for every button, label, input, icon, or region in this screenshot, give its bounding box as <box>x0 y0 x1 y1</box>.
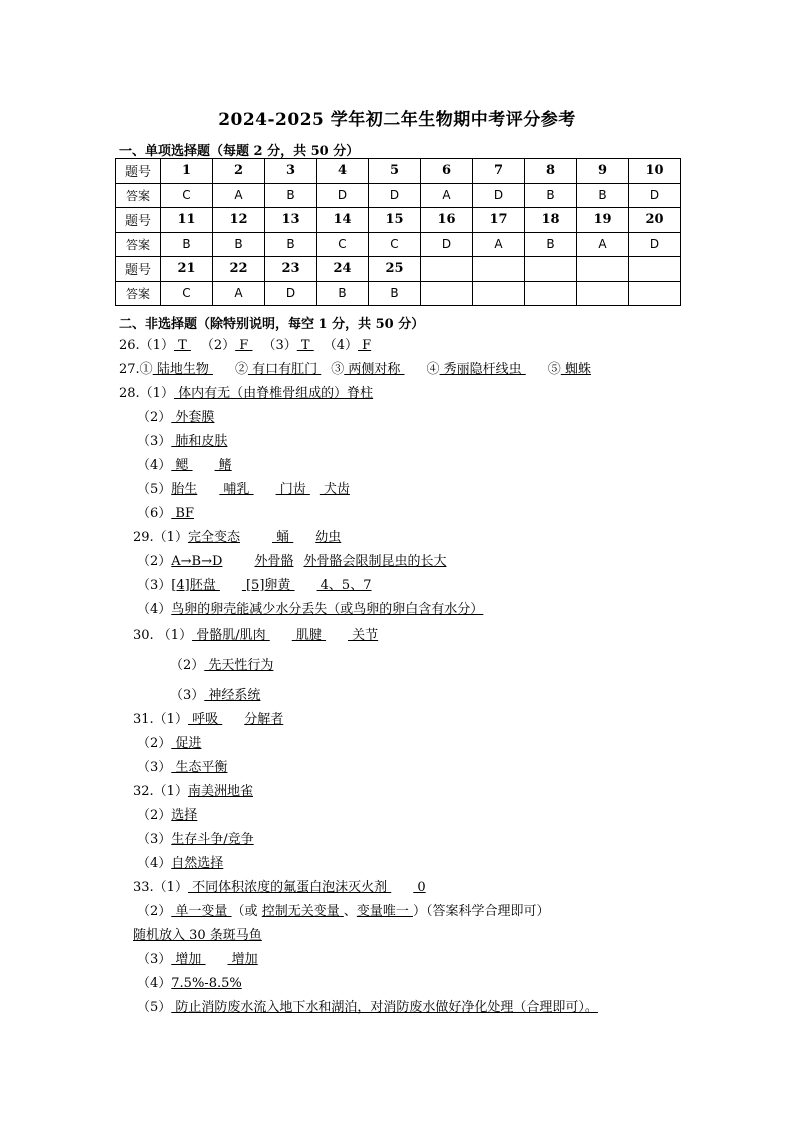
answer-line-30-3 <box>170 688 260 704</box>
question-number: 5 <box>369 159 421 184</box>
item-prefix: 30. （1） <box>133 628 193 643</box>
empty-cell <box>473 281 525 306</box>
question-number: 24 <box>317 257 369 282</box>
item-prefix: 33.（1） <box>133 880 188 895</box>
answer-text: A→B→D <box>171 554 223 569</box>
answer-cell: B <box>525 232 577 257</box>
answer-cell: C <box>161 281 213 306</box>
answer-line-33-2 <box>137 904 550 920</box>
answer-cell: D <box>317 183 369 208</box>
answer-text: 两侧对称 <box>344 362 405 377</box>
answer-text: 防止消防废水流入地下水和湖泊，对消防废水做好净化处理（合理即可）。 <box>171 1000 598 1015</box>
item-prefix: （2） <box>137 554 172 569</box>
item-prefix: 28.（1） <box>119 386 174 401</box>
answer-line-32-1 <box>133 784 253 800</box>
question-number: 14 <box>317 208 369 233</box>
answer-line-33-4 <box>137 976 242 992</box>
answer-text: 先天性行为 <box>204 658 274 673</box>
empty-cell <box>525 257 577 282</box>
answer-cell: D <box>421 232 473 257</box>
answer-text: 4、5、7 <box>316 578 372 593</box>
question-number: 4 <box>317 159 369 184</box>
empty-cell <box>577 257 629 282</box>
answer-text: 陆地生物 <box>152 362 213 377</box>
table-row <box>116 257 681 282</box>
answer-text: 增加 <box>227 952 258 967</box>
answer-text: 鸟卵的卵壳能减少水分丢失（或鸟卵的卵白含有水分） <box>171 602 484 617</box>
answer-text: 单一变量 <box>171 904 232 919</box>
question-number: 9 <box>577 159 629 184</box>
answer-cell: B <box>369 281 421 306</box>
answer-text: 增加 <box>171 952 206 967</box>
item-prefix: （3） <box>137 952 172 967</box>
question-number: 13 <box>265 208 317 233</box>
answer-text: 7.5%-8.5% <box>171 976 242 991</box>
answer-text: 促进 <box>171 736 202 751</box>
item-prefix: 27.① <box>119 362 153 377</box>
answer-cell: B <box>525 183 577 208</box>
item-prefix: （4） <box>137 458 172 473</box>
answer-text: [4]胚盘 <box>171 578 220 593</box>
answer-text: [5]卵黄 <box>241 578 295 593</box>
question-number: 1 <box>161 159 213 184</box>
question-number: 12 <box>213 208 265 233</box>
answer-line-28-4 <box>137 458 232 474</box>
answer-text: BF <box>171 506 194 521</box>
answer-line-26 <box>119 338 371 354</box>
answer-line-28-5 <box>137 482 350 498</box>
item-prefix: （2） <box>137 736 172 751</box>
empty-cell <box>629 281 681 306</box>
answer-text: 犬齿 <box>319 482 350 497</box>
answer-text: 肺和皮肤 <box>171 434 228 449</box>
answer-cell: C <box>161 183 213 208</box>
question-number: 3 <box>265 159 317 184</box>
answer-cell: B <box>213 232 265 257</box>
item-prefix: （2） <box>200 338 236 353</box>
question-number: 22 <box>213 257 265 282</box>
answer-line-28-1 <box>119 386 373 402</box>
answer-line-28-3 <box>137 434 227 450</box>
answer-cell: A <box>421 183 473 208</box>
table-row <box>116 281 681 306</box>
question-number: 17 <box>473 208 525 233</box>
answer-text: 南美洲地雀 <box>187 784 253 799</box>
item-prefix: （3） <box>137 832 172 847</box>
answer-text: 不同体积浓度的氟蛋白泡沫灭火剂 <box>187 880 392 895</box>
table-row <box>116 159 681 184</box>
answer-cell: B <box>577 183 629 208</box>
page-title: 2024-2025 学年初二年生物期中考评分参考 <box>218 110 576 130</box>
table-row <box>116 183 681 208</box>
item-prefix: ③ <box>331 362 345 377</box>
answer-line-30-1 <box>133 628 378 644</box>
item-prefix: （2） <box>137 410 172 425</box>
item-prefix: （5） <box>137 1000 172 1015</box>
item-prefix: （4） <box>137 602 172 617</box>
question-number: 6 <box>421 159 473 184</box>
answer-text: 骨骼肌/肌肉 <box>192 628 270 643</box>
answer-text: 蛹 <box>271 530 294 545</box>
answer-text: 变量唯一 <box>356 904 413 919</box>
row-header: 答案 <box>116 281 161 306</box>
item-prefix: 26.（1） <box>119 338 174 353</box>
question-number: 21 <box>161 257 213 282</box>
answer-cell: A <box>213 281 265 306</box>
answer-text: 关节 <box>348 628 379 643</box>
answer-cell: B <box>161 232 213 257</box>
item-prefix: （4） <box>137 856 172 871</box>
answer-line-33-5 <box>137 1000 598 1016</box>
answer-text: 幼虫 <box>315 530 342 545</box>
answer-line-30-2 <box>170 658 273 674</box>
answer-cell: D <box>629 232 681 257</box>
row-header: 题号 <box>116 208 161 233</box>
answer-text: 门齿 <box>275 482 310 497</box>
question-number: 19 <box>577 208 629 233</box>
item-prefix: （2） <box>137 904 172 919</box>
question-number: 8 <box>525 159 577 184</box>
item-prefix: （4） <box>323 338 358 353</box>
answer-text: 有口有肛门 <box>247 362 322 377</box>
answer-text: 选择 <box>171 808 198 823</box>
section-heading-nonchoice: 二、非选择题（除特别说明，每空 1 分，共 50 分） <box>119 317 425 332</box>
answer-line-32-2 <box>137 808 197 824</box>
answer-cell: C <box>369 232 421 257</box>
answer-line-28-6 <box>137 506 194 522</box>
answer-text: 外骨骼 <box>254 554 294 569</box>
answer-table <box>115 158 681 306</box>
question-number: 11 <box>161 208 213 233</box>
item-prefix: （3） <box>170 688 205 703</box>
answer-cell: D <box>265 281 317 306</box>
question-number: 20 <box>629 208 681 233</box>
answer-cell: D <box>369 183 421 208</box>
answer-text: 分解者 <box>244 712 284 727</box>
answer-cell: C <box>317 232 369 257</box>
question-number: 16 <box>421 208 473 233</box>
table-row <box>116 208 681 233</box>
answer-line-31-3 <box>137 760 227 776</box>
answer-text: 神经系统 <box>204 688 261 703</box>
answer-text: 鳃 <box>171 458 193 473</box>
empty-cell <box>421 281 473 306</box>
item-prefix: 29.（1） <box>133 530 188 545</box>
row-header: 题号 <box>116 159 161 184</box>
answer-text: 生态平衡 <box>171 760 228 775</box>
item-prefix: 31.（1） <box>133 712 188 727</box>
item-prefix: ② <box>234 362 248 377</box>
table-row <box>116 232 681 257</box>
answer-line-28-2 <box>137 410 214 426</box>
answer-text: F <box>235 338 253 353</box>
item-prefix: 32.（1） <box>133 784 188 799</box>
item-prefix: ④ <box>426 362 440 377</box>
item-prefix: （2） <box>170 658 205 673</box>
note-text: （或 <box>231 904 262 919</box>
row-header: 答案 <box>116 232 161 257</box>
answer-line-29-2 <box>137 554 446 570</box>
answer-line-32-4 <box>137 856 223 872</box>
item-prefix: （6） <box>137 506 172 521</box>
answer-text: 胎生 <box>171 482 198 497</box>
answer-line-29-3 <box>137 578 371 594</box>
answer-cell: B <box>265 232 317 257</box>
question-number: 23 <box>265 257 317 282</box>
answer-cell: B <box>265 183 317 208</box>
item-prefix: （3） <box>137 434 172 449</box>
answer-text: F <box>357 338 372 353</box>
question-number: 15 <box>369 208 421 233</box>
row-header: 题号 <box>116 257 161 282</box>
answer-line-33-3 <box>137 952 258 968</box>
answer-text: 生存斗争/竞争 <box>171 832 254 847</box>
empty-cell <box>421 257 473 282</box>
answer-text: 0 <box>413 880 426 895</box>
answer-text: 控制无关变量 <box>261 904 344 919</box>
answer-text: 哺乳 <box>219 482 254 497</box>
empty-cell <box>577 281 629 306</box>
question-number: 25 <box>369 257 421 282</box>
answer-cell: B <box>317 281 369 306</box>
empty-cell <box>629 257 681 282</box>
item-prefix: （3） <box>137 578 172 593</box>
empty-cell <box>473 257 525 282</box>
answer-cell: A <box>577 232 629 257</box>
answer-text: 鳍 <box>214 458 232 473</box>
answer-text: 秀丽隐杆线虫 <box>439 362 526 377</box>
item-prefix: （5） <box>137 482 172 497</box>
note-text: ）（答案科学合理即可） <box>412 904 550 919</box>
item-prefix: （2） <box>137 808 172 823</box>
answer-text: 外套膜 <box>171 410 215 425</box>
answer-text: 体内有无（由脊椎骨组成的）脊柱 <box>173 386 374 401</box>
item-prefix: （3） <box>137 760 172 775</box>
answer-text: 肌腱 <box>291 628 326 643</box>
answer-line-31-2 <box>137 736 201 752</box>
answer-cell: A <box>473 232 525 257</box>
answer-line-27 <box>119 362 591 378</box>
answer-line-29-1 <box>133 530 341 546</box>
row-header: 答案 <box>116 183 161 208</box>
question-number: 10 <box>629 159 681 184</box>
answer-line-31-1 <box>133 712 283 728</box>
answer-line-32-3 <box>137 832 254 848</box>
answer-text: 呼吸 <box>187 712 223 727</box>
answer-text: T <box>296 338 314 353</box>
answer-cell: D <box>473 183 525 208</box>
answer-text: 蜘蛛 <box>560 362 591 377</box>
answer-text: 外骨骼会限制昆虫的长大 <box>303 554 447 569</box>
section-heading-choice: 一、单项选择题（每题 2 分，共 50 分） <box>119 144 360 159</box>
answer-line-33-1 <box>133 880 426 896</box>
item-prefix: ⑤ <box>547 362 561 377</box>
answer-text: T <box>173 338 191 353</box>
answer-cell: A <box>213 183 265 208</box>
answer-text: 自然选择 <box>171 856 224 871</box>
answer-cell: D <box>629 183 681 208</box>
question-number: 18 <box>525 208 577 233</box>
empty-cell <box>525 281 577 306</box>
item-prefix: （4） <box>137 976 172 991</box>
answer-line-33-2b <box>133 928 262 944</box>
answer-line-29-4 <box>137 602 483 618</box>
answer-text: 完全变态 <box>187 530 240 545</box>
question-number: 7 <box>473 159 525 184</box>
item-prefix: （3） <box>262 338 297 353</box>
question-number: 2 <box>213 159 265 184</box>
note-text: 、 <box>343 904 357 919</box>
answer-text: 随机放入 30 条斑马鱼 <box>133 928 262 943</box>
